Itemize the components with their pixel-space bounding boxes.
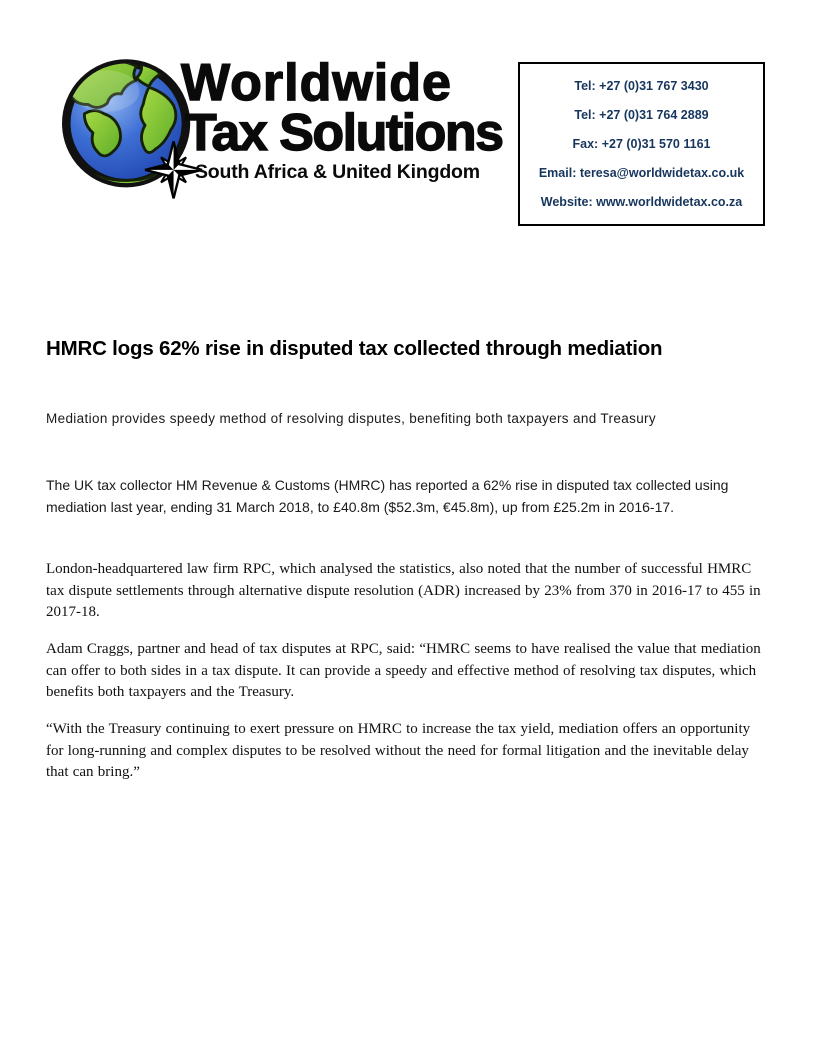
contact-line-email: Email: teresa@worldwidetax.co.uk: [538, 166, 745, 180]
logo-tagline: South Africa & United Kingdom: [195, 161, 480, 183]
article-lead-paragraph: The UK tax collector HM Revenue & Customs (HMRC) has reported a 62% rise in disputed tax collected using mediation last year, ending 31 March 2018, to £40.8m ($52.3m, €45.8m), up from £25.2m in 2016-17.: [46, 477, 729, 515]
logo-wordmark-line2: Tax Solutions: [185, 104, 503, 162]
article-body-paragraph-1: London-headquartered law firm RPC, which analysed the statistics, also noted that the number of successful HMRC tax dispute settlements through alternative dispute resolution (ADR) increased by 23% from 370 in 2016-17 to 455 in 2017-18.: [46, 561, 761, 620]
contact-line-fax: Fax: +27 (0)31 570 1161: [572, 137, 711, 151]
article-body-paragraph-3: “With the Treasury continuing to exert pressure on HMRC to increase the tax yield, mediation offers an opportunity for long-running and complex disputes to be resolved without the need for formal litigation and the inevitable delay that can bring.”: [46, 721, 751, 780]
contact-line-website: Website: www.worldwidetax.co.za: [540, 195, 743, 209]
company-logo: [53, 54, 503, 195]
logo-wordmark: [179, 54, 503, 183]
article-subhead: Mediation provides speedy method of resolving disputes, benefiting both taxpayers and Treasury: [46, 411, 656, 426]
contact-info-box: [518, 62, 765, 226]
logo-wordmark-line1: Worldwide: [181, 54, 452, 112]
contact-line-tel-2: Tel: +27 (0)31 764 2889: [574, 108, 709, 122]
article-body-paragraph-2: Adam Craggs, partner and head of tax disputes at RPC, said: “HMRC seems to have realised the value that mediation can offer to both sides in a tax dispute. It can provide a speedy and effective method of resolving tax disputes, which benefits both taxpayers and the Treasury.: [46, 641, 761, 700]
contact-line-tel-1: Tel: +27 (0)31 767 3430: [574, 79, 709, 93]
article-headline: HMRC logs 62% rise in disputed tax collected through mediation: [46, 337, 663, 360]
